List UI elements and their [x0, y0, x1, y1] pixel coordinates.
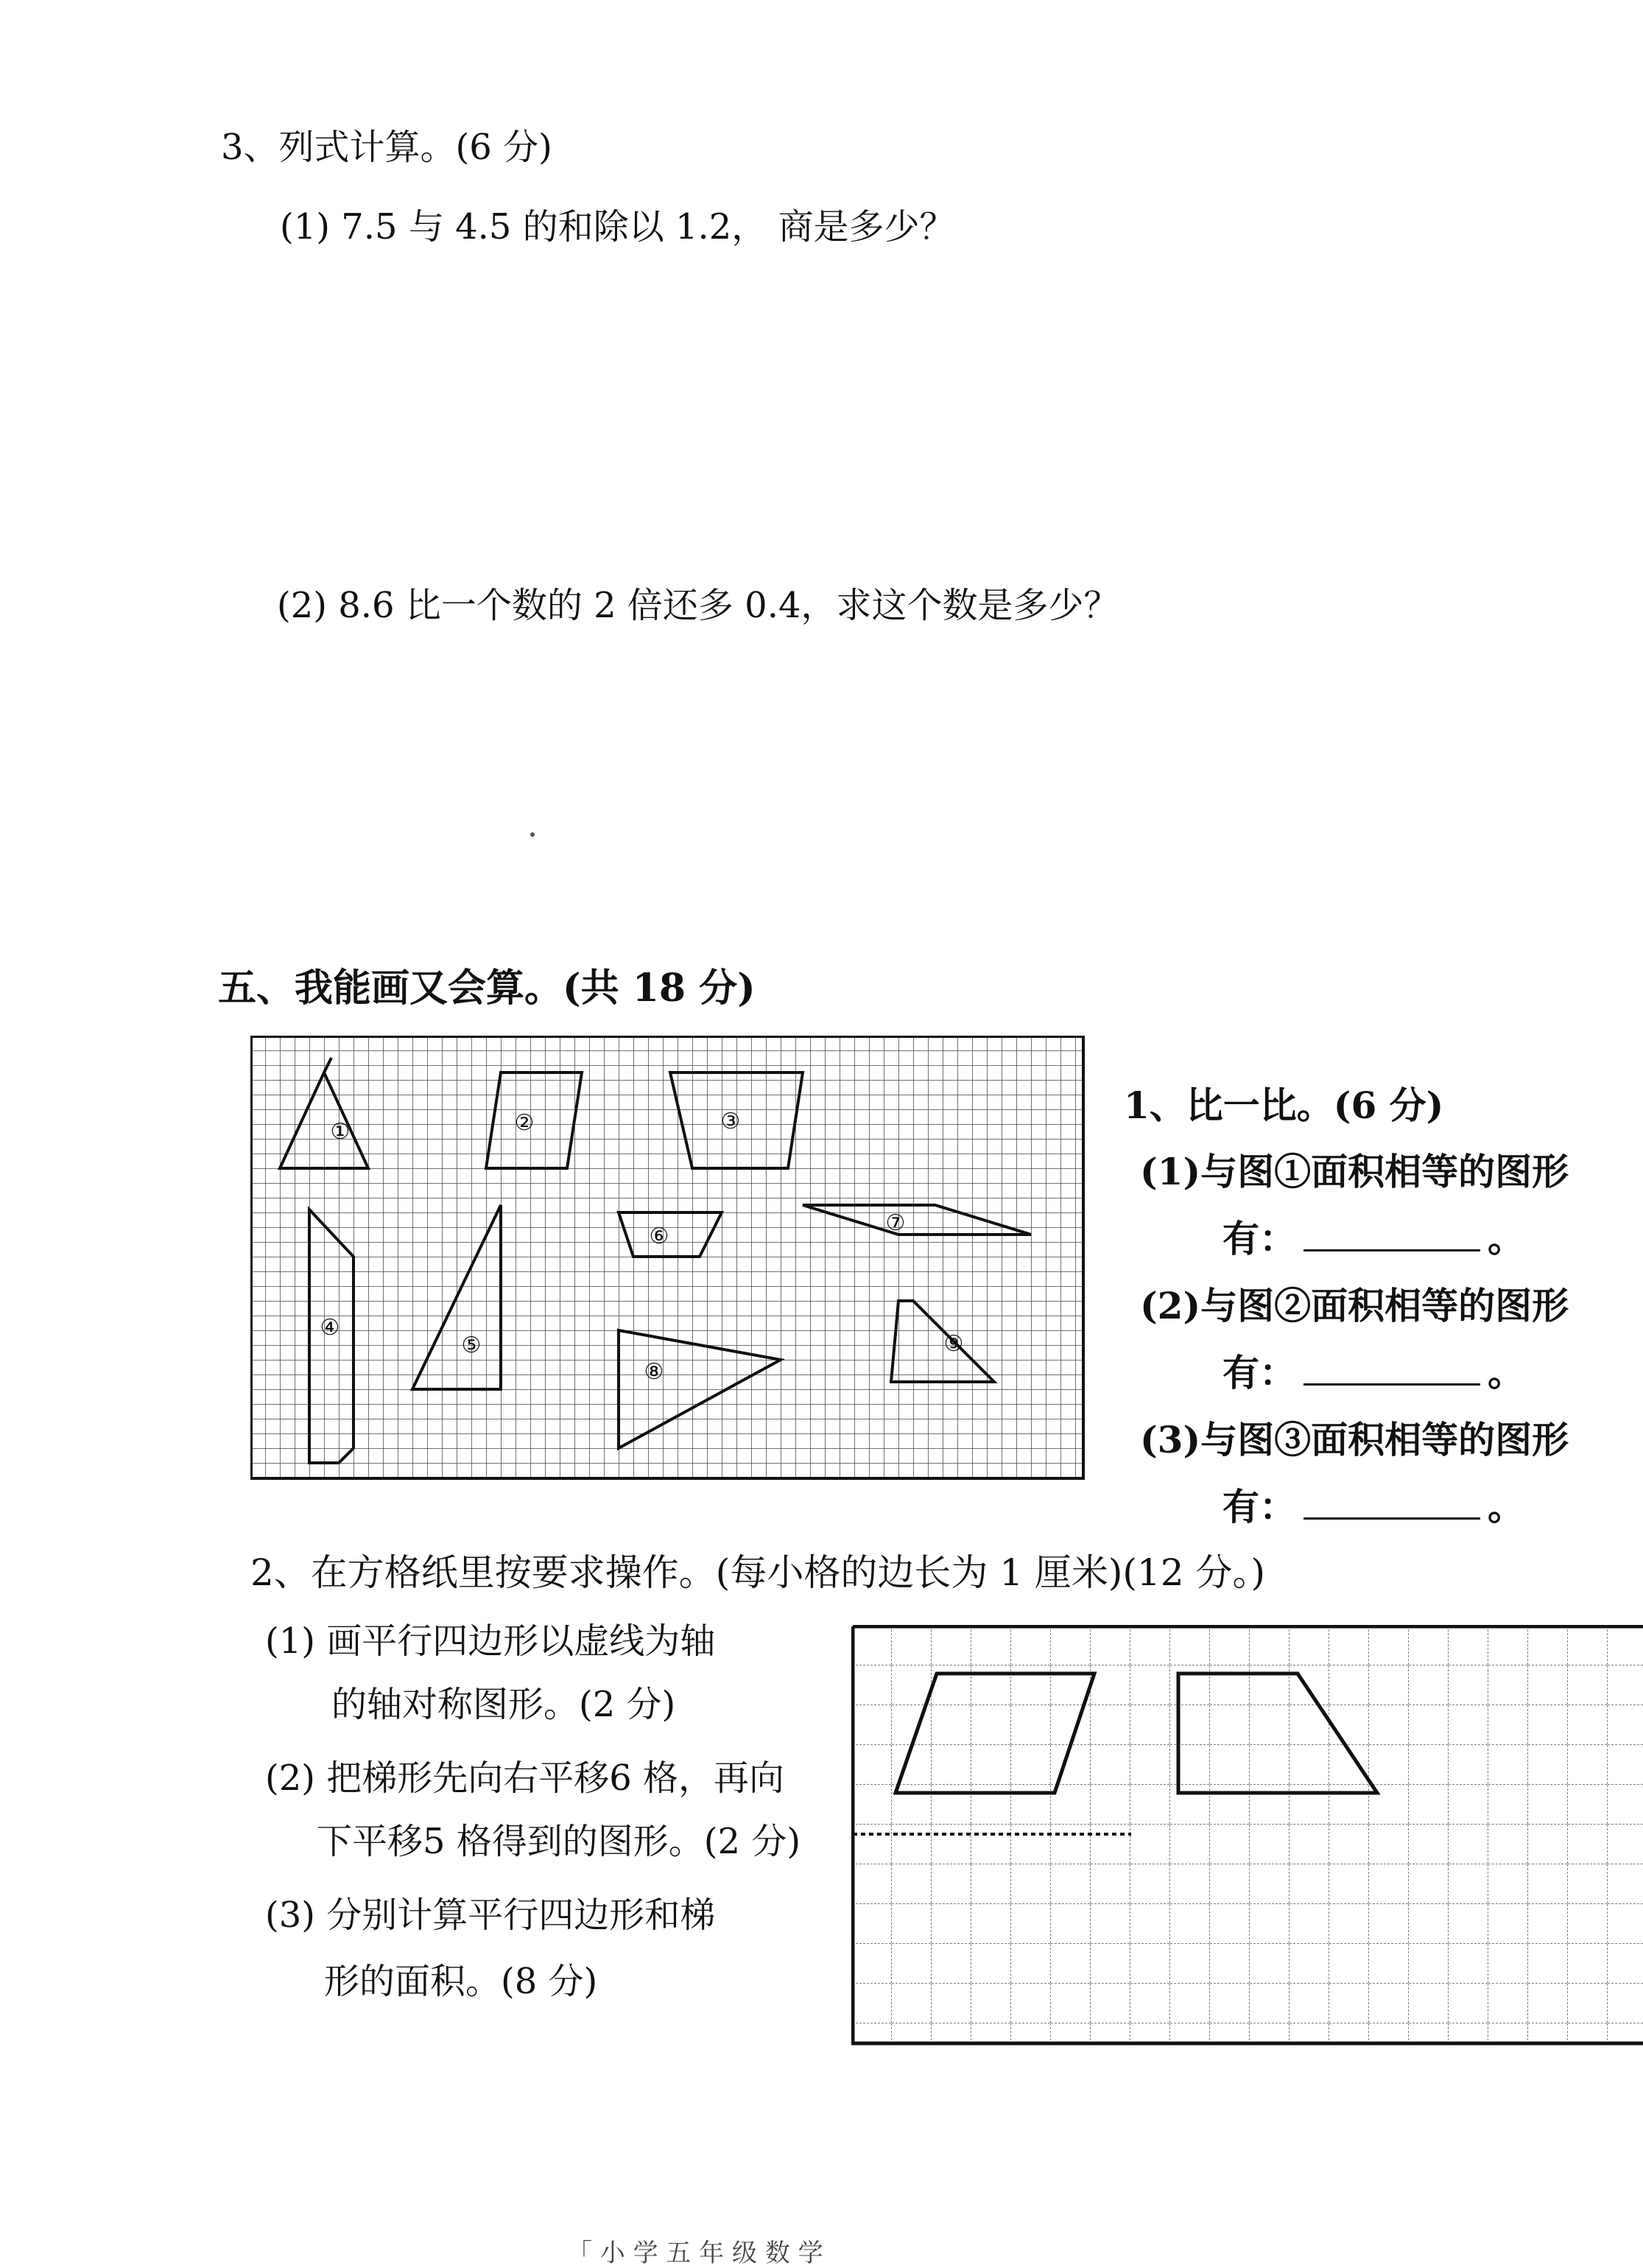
shape-label-6: ⑥: [649, 1223, 669, 1249]
answer-blank-3[interactable]: [1304, 1488, 1480, 1520]
compare-answer-2: [1222, 1351, 1524, 1394]
operate-line-6: 形的面积。(8 分): [324, 1961, 598, 2002]
compare-answer-3: [1222, 1485, 1524, 1528]
operate-line-2: 的轴对称图形。(2 分): [331, 1684, 676, 1725]
shape-label-8: ⑧: [644, 1359, 664, 1385]
shape-label-5: ⑤: [461, 1333, 482, 1358]
shape-label-1: ①: [330, 1119, 351, 1145]
answer-prefix-2: 有：: [1222, 1351, 1296, 1394]
shape-label-9: ⑨: [943, 1331, 964, 1357]
compare-item-2: (2)与图②面积相等的图形: [1140, 1284, 1569, 1327]
answer-end-2: 。: [1488, 1351, 1524, 1394]
q3-part1: (1) 7.5 与 4.5 的和除以 1.2， 商是多少？: [280, 206, 955, 247]
answer-prefix-3: 有：: [1222, 1485, 1296, 1528]
compare-title: 1、比一比。(6 分): [1124, 1084, 1444, 1127]
compare-item-1: (1)与图①面积相等的图形: [1140, 1150, 1569, 1193]
q3-title: 3、列式计算。(6 分): [221, 127, 552, 168]
operation-grid: [851, 1625, 1643, 2048]
answer-blank-1[interactable]: [1304, 1220, 1480, 1251]
answer-end-3: 。: [1488, 1485, 1524, 1528]
shape-label-3: ③: [720, 1109, 741, 1134]
shape-label-4: ④: [320, 1315, 340, 1341]
answer-end-1: 。: [1488, 1217, 1524, 1260]
operate-line-4: 下平移5 格得到的图形。(2 分): [317, 1821, 801, 1862]
shape-label-7: ⑦: [885, 1210, 906, 1236]
shape-grid: [250, 1036, 1090, 1482]
answer-blank-2[interactable]: [1304, 1354, 1480, 1386]
operate-line-1: (1) 画平行四边形以虚线为轴: [265, 1621, 716, 1662]
grid2-fill: [853, 1626, 1643, 2043]
operate-line-3: (2) 把梯形先向右平移6 格，再向: [265, 1758, 785, 1799]
page-footer: 「 小 学 五 年 级 数 学: [567, 2239, 823, 2268]
compare-answer-1: [1222, 1217, 1524, 1260]
compare-item-3: (3)与图③面积相等的图形: [1140, 1418, 1569, 1461]
shape-label-2: ②: [514, 1110, 535, 1136]
operate-line-5: (3) 分别计算平行四边形和梯: [265, 1895, 716, 1936]
answer-prefix-1: 有：: [1222, 1217, 1296, 1260]
section5-title: 五、我能画又会算。(共 18 分): [218, 966, 756, 1011]
operate-title: 2、在方格纸里按要求操作。(每小格的边长为 1 厘米)(12 分。): [250, 1551, 1265, 1594]
q3-part2: (2) 8.6 比一个数的 2 倍还多 0.4，求这个数是多少？: [277, 585, 1119, 626]
speck: [530, 832, 535, 837]
